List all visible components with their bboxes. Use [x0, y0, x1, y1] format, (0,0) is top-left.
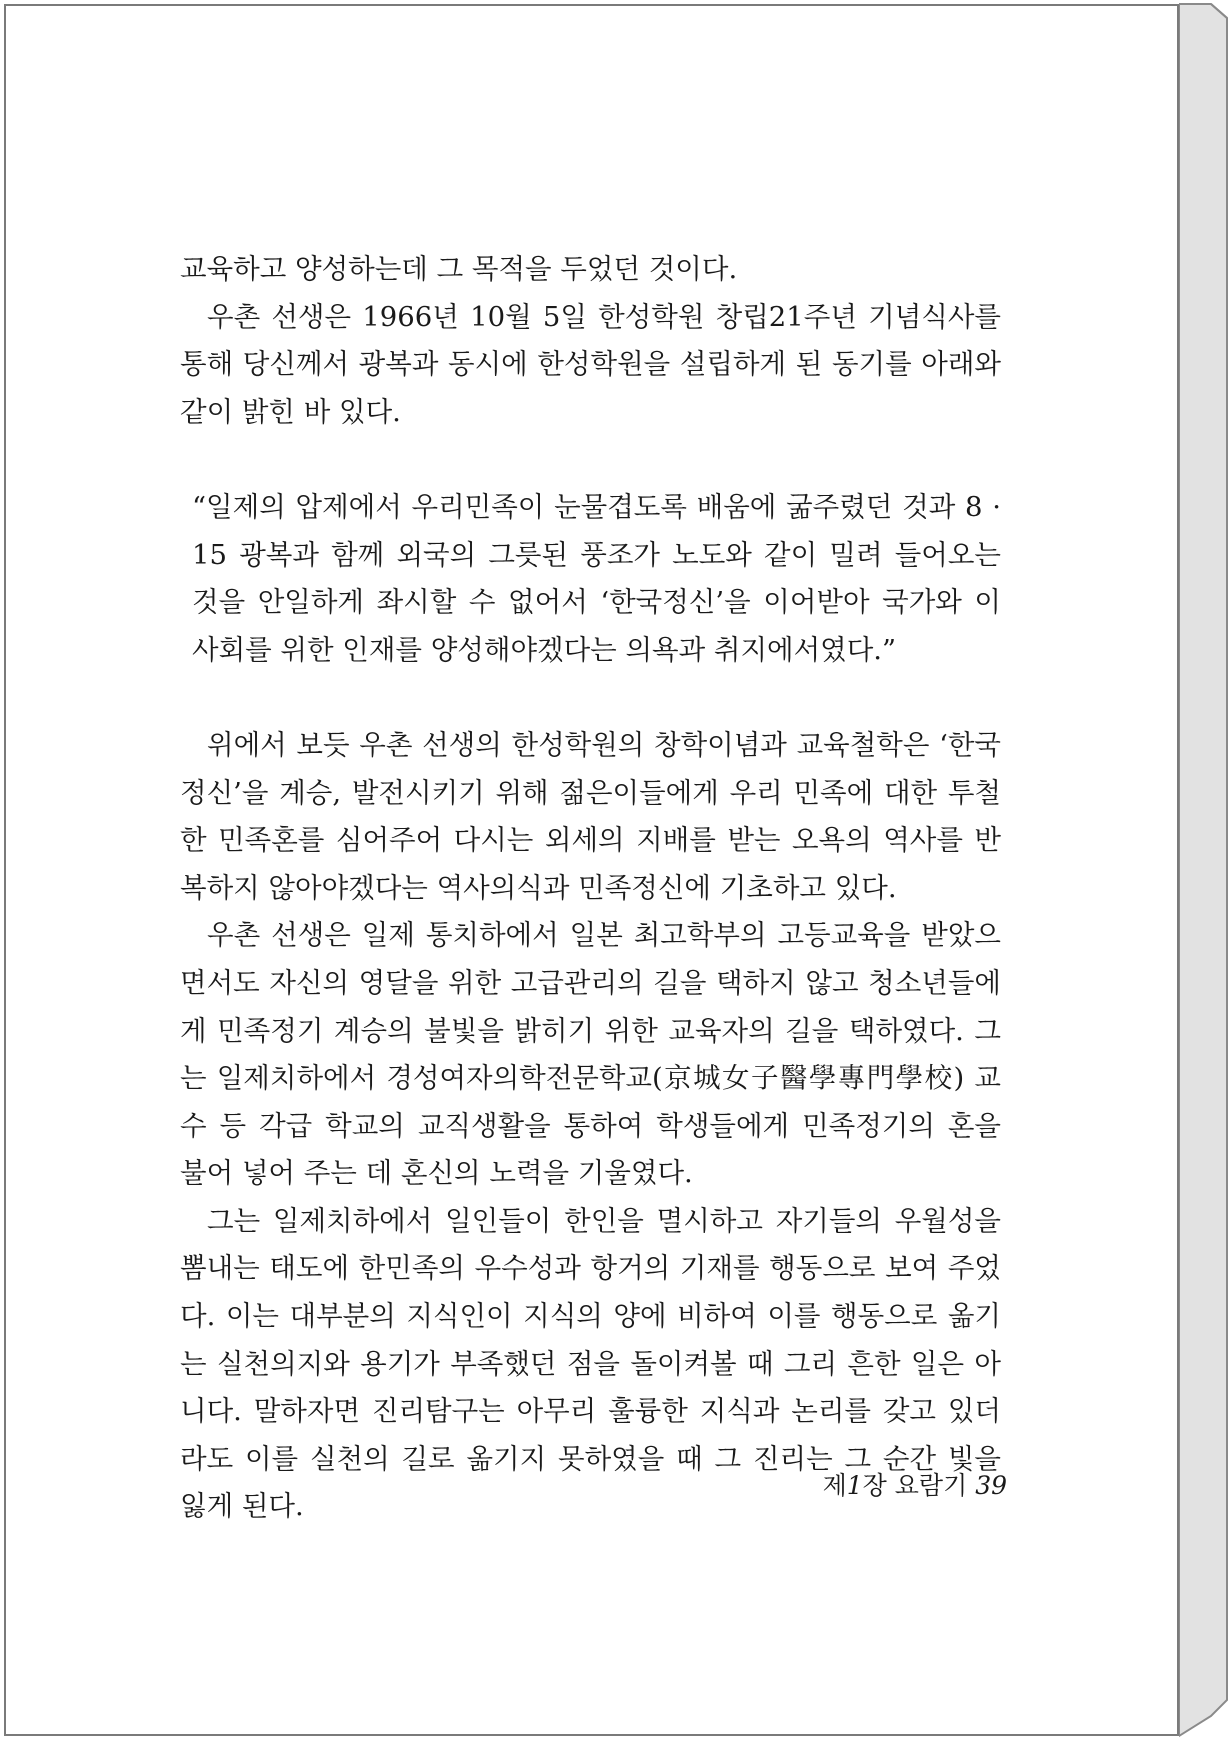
chapter-number: 1 [846, 1471, 863, 1500]
body-text [180, 246, 1001, 1531]
paragraph-2: 우촌 선생은 1966년 10월 5일 한성학원 창립21주년 기념식사를 통해 당신께서 광복과 동시에 한성학원을 설립하게 된 동기를 아래와 같이 밝힌 바 있다. [180, 300, 1001, 428]
chapter-prefix: 제 [822, 1471, 847, 1500]
chapter-title: 장 요람기 [862, 1471, 968, 1500]
page-footer [823, 1466, 1007, 1502]
paragraph-5: 그는 일제치하에서 일인들이 한인을 멸시하고 자기들의 우월성을 뽐내는 태도에 한민족의 우수성과 항거의 기재를 행동으로 보여 주었다. 이는 대부분의 지식인이 지식의 양에 비하여 이를 행동으로 옮기는 실천의지와 용기가 부족했던 점을 돌이켜볼 때 그리 흔한 일은 아니다. 말하자면 진리탐구는 아무리 훌륭한 지식과 논리를 갖고 있더라도 이를 실천의 길로 옮기지 못하였을 때 그 진리는 그 순간 빛을 잃게 된다. [180, 1204, 1001, 1523]
paragraph-3: 위에서 보듯 우촌 선생의 한성학원의 창학이념과 교육철학은 ‘한국정신’을 계승, 발전시키기 위해 젊은이들에게 우리 민족에 대한 투철한 민족혼를 심어주어 다시는 외세의 지배를 받는 오욕의 역사를 반복하지 않아야겠다는 역사의식과 민족정신에 기초하고 있다. [180, 728, 1001, 904]
quotation: “일제의 압제에서 우리민족이 눈물겹도록 배움에 굶주렸던 것과 8 · 15 광복과 함께 외국의 그릇된 풍조가 노도와 같이 밀려 들어오는 것을 안일하게 좌시할 수 없어서 ‘한국정신’을 이어받아 국가와 이 사회를 위한 인재를 양성해야겠다는 의욕과 취지에서였다.” [192, 490, 1001, 666]
page-number: 39 [975, 1471, 1007, 1500]
paragraph-1: 교육하고 양성하는데 그 목적을 두었던 것이다. [180, 253, 738, 285]
spacer [180, 674, 1001, 722]
book-spine [1179, 0, 1231, 1746]
spacer [180, 436, 1001, 484]
paragraph-4: 우촌 선생은 일제 통치하에서 일본 최고학부의 고등교육을 받았으면서도 자신의 영달을 위한 고급관리의 길을 택하지 않고 청소년들에게 민족정기 계승의 불빛을 밝히기 위한 교육자의 길을 택하였다. 그는 일제치하에서 경성여자의학전문학교(京城女子醫學專門學校) 교수 등 각급 학교의 교직생활을 통하여 학생들에게 민족정기의 혼을 불어 넣어 주는 데 혼신의 노력을 기울였다. [180, 919, 1001, 1190]
